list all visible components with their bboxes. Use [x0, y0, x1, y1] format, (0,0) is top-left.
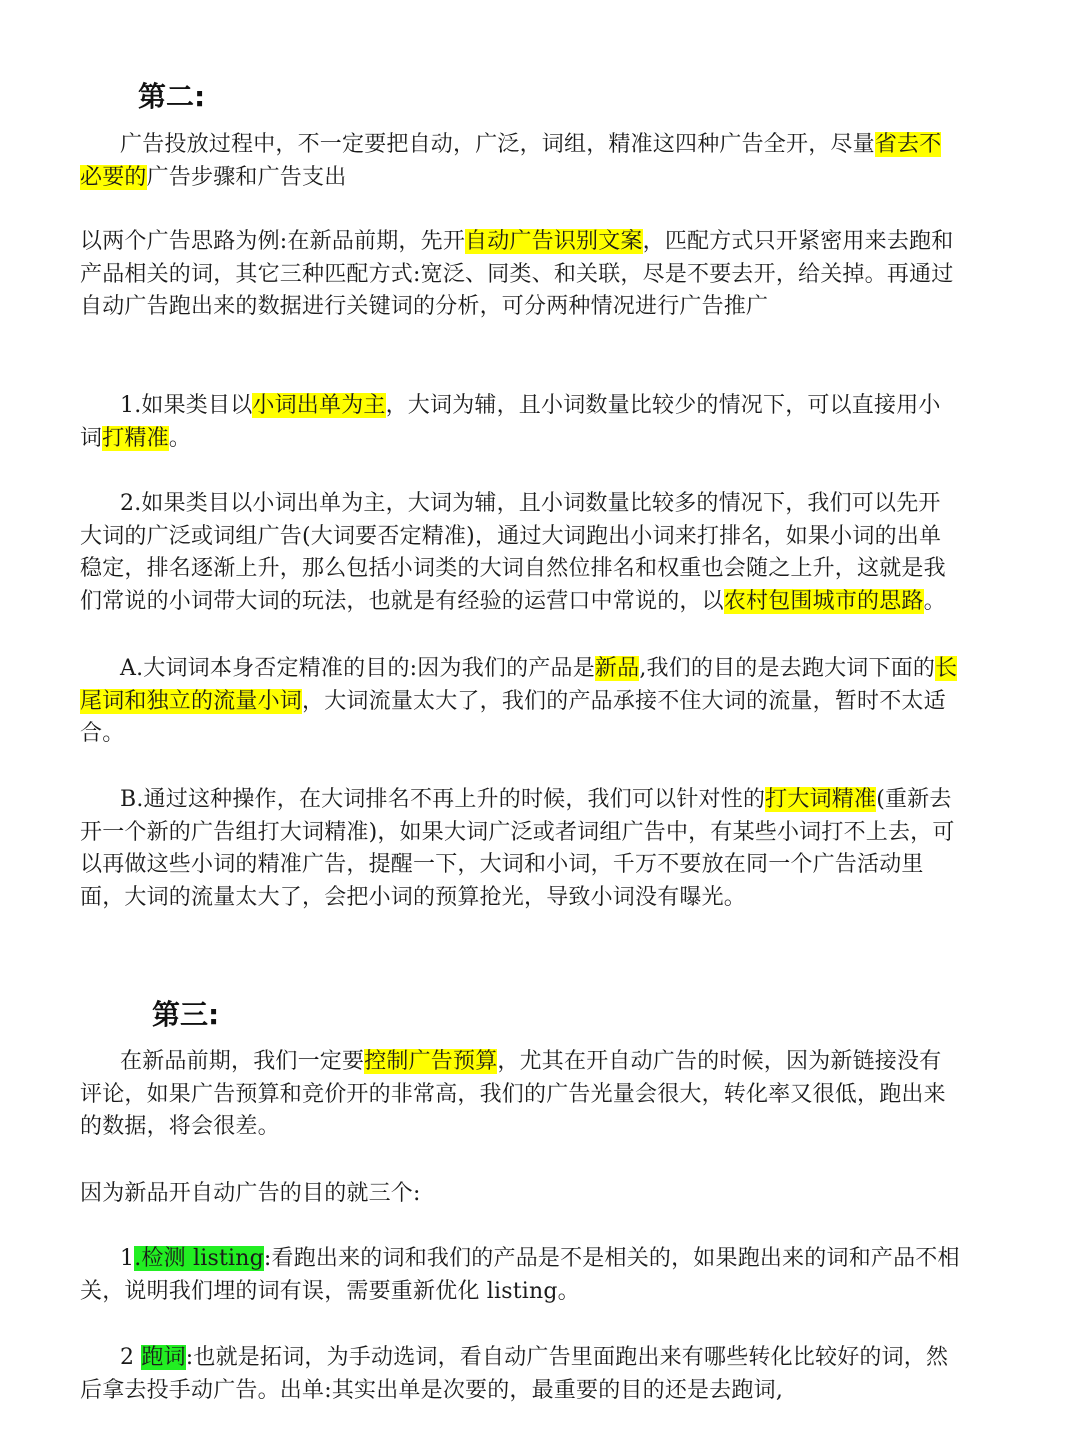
highlight: .检测 listing [134, 1246, 264, 1271]
paragraph: 广告投放过程中，不一定要把自动，广泛，词组，精准这四种广告全开，尽量省去不必要的广告步骤和广告支出 [80, 132, 942, 190]
highlight: 自动广告识别文案 [465, 229, 643, 254]
paragraph: 以两个广告思路为例:在新品前期，先开自动广告识别文案，匹配方式只开紧密用来去跑和产品相关的词，其它三种匹配方式:宽泛、同类、和关联，尽是不要去开，给关掉。再通过自动广告跑出来的数据进行关键词的分析，可分两种情况进行广告推广 [80, 229, 954, 319]
highlight: 小词出单为主 [252, 393, 386, 418]
list-item: 2.如果类目以小词出单为主，大词为辅，且小词数量比较多的情况下，我们可以先开大词的广泛或词组广告(大词要否定精准)，通过大词跑出小词来打排名，如果小词的出单稳定，排名逐渐上升，那么包括小词类的大词自然位排名和权重也会随之上升，这就是我们常说的小词带大词的玩法，也就是有经验的运营口中常说的，以农村包围城市的思路。 [80, 491, 946, 614]
list-item: 1.如果类目以小词出单为主，大词为辅，且小词数量比较少的情况下，可以直接用小词打精准。 [80, 393, 941, 451]
highlight: 农村包围城市的思路 [723, 588, 924, 614]
highlight: 打大词精准 [765, 787, 877, 812]
paragraph: 在新品前期，我们一定要控制广告预算，尤其在开自动广告的时候，因为新链接没有评论，如果广告预算和竞价开的非常高，我们的广告光量会很大，转化率又很低，跑出来的数据，将会很差。 [80, 1049, 946, 1139]
sub-item-a: A.大词词本身否定精准的目的:因为我们的产品是新品,我们的目的是去跑大词下面的长尾词和独立的流量小词，大词流量太大了，我们的产品承接不住大词的流量，暂时不太适合。 [80, 656, 958, 746]
highlight: 省去不必要的 [80, 132, 942, 190]
section-heading-3: 第三: [152, 998, 220, 1031]
highlight: 打精准 [102, 425, 169, 451]
highlight: 长尾词和独立的流量小词 [80, 656, 958, 714]
highlight: 跑词 [141, 1345, 186, 1370]
paragraph: 因为新品开自动广告的目的就三个: [80, 1181, 421, 1206]
sub-item-b: B.通过这种操作，在大词排名不再上升的时候，我们可以针对性的打大词精准(重新去开一个新的广告组打大词精准)，如果大词广泛或者词组广告中，有某些小词打不上去，可以再做这些小词的精准广告，提醒一下，大词和小词，千万不要放在同一个广告活动里面，大词的流量太大了，会把小词的预算抢光，导致小词没有曝光。 [80, 787, 955, 910]
list-item: 1.检测 listing:看跑出来的词和我们的产品是不是相关的，如果跑出来的词和产品不相关，说明我们埋的词有误，需要重新优化 listing。 [80, 1246, 960, 1304]
highlight: 控制广告预算 [364, 1049, 498, 1074]
highlight: 新品 [594, 656, 640, 681]
list-item: 2 跑词:也就是拓词，为手动选词，看自动广告里面跑出来有哪些转化比较好的词，然后拿去投手动广告。出单:其实出单是次要的，最重要的目的还是去跑词, [80, 1345, 949, 1403]
section-heading-2: 第二: [138, 80, 206, 113]
